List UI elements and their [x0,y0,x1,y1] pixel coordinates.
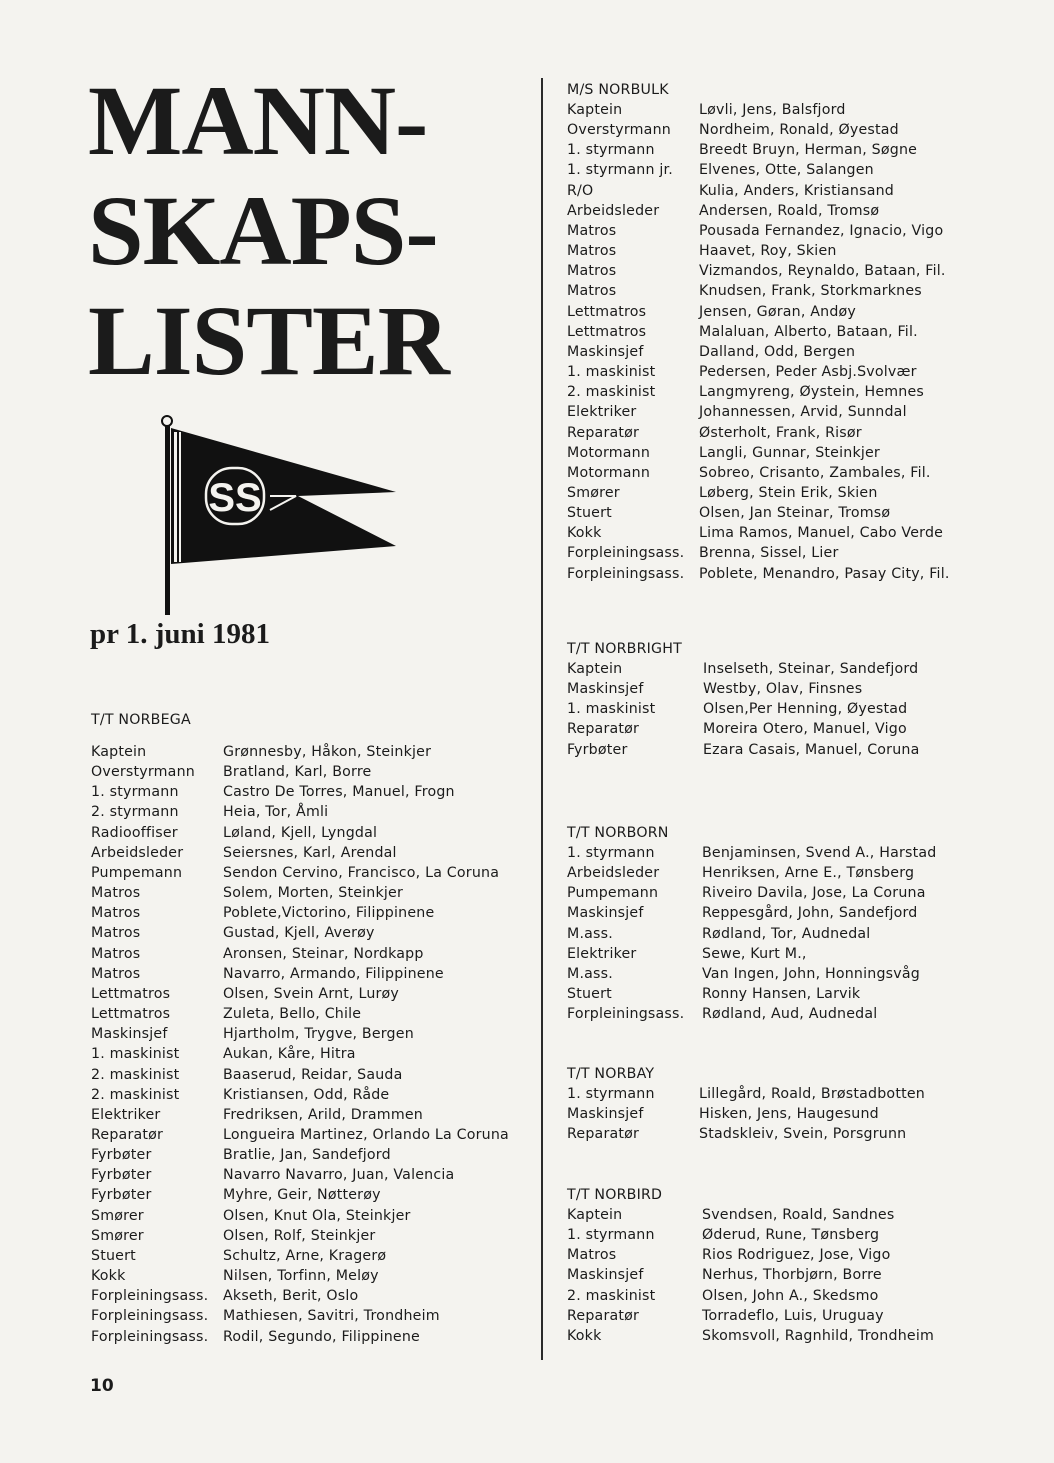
crew-member-name: Rødland, Tor, Audnedal [702,925,871,942]
crew-member-name: Brenna, Sissel, Lier [699,545,839,562]
page-title [88,66,449,396]
company-pennant-flag-icon [160,414,400,624]
crew-member-name: Pedersen, Peder Asbj.Svolvær [699,364,917,381]
crew-role: Smører [91,1207,144,1224]
crew-member-name: Kulia, Anders, Kristiansand [699,182,895,199]
crew-role: Stuert [91,1247,136,1264]
crew-role: 2. maskinist [91,1086,180,1103]
crew-member-name: Mathiesen, Savitri, Trondheim [223,1308,440,1325]
crew-member-name: Sewe, Kurt M., [702,945,807,962]
crew-member-name: Reppesgård, John, Sandefjord [702,905,918,922]
crew-role: Matros [91,925,141,942]
crew-member-name: Langli, Gunnar, Steinkjer [699,444,880,461]
crew-member-name: Olsen, Knut Ola, Steinkjer [223,1207,411,1224]
crew-member-name: Riveiro Davila, Jose, La Coruna [702,885,926,902]
crew-role: Reparatør [567,1126,640,1143]
crew-member-name: Rodil, Segundo, Filippinene [223,1328,420,1345]
crew-member-name: Longueira Martinez, Orlando La Coruna [223,1126,509,1143]
crew-member-name: Olsen,Per Henning, Øyestad [703,701,908,718]
crew-role: 1. styrmann [567,1227,655,1244]
crew-role: Forpleiningsass. [91,1288,209,1305]
crew-member-name: Schultz, Arne, Kragerø [223,1247,387,1264]
crew-member-name: Zuleta, Bello, Chile [223,1006,362,1023]
crew-member-name: Sobreo, Crisanto, Zambales, Fil. [699,464,931,481]
crew-role: Maskinsjef [567,681,644,698]
crew-member-name: Dalland, Odd, Bergen [699,343,856,360]
crew-member-name: Heia, Tor, Åmli [223,804,329,821]
crew-member-name: Baaserud, Reidar, Sauda [223,1066,403,1083]
crew-member-name: Henriksen, Arne E., Tønsberg [702,865,915,882]
crew-member-name: Skomsvoll, Ragnhild, Trondheim [702,1327,934,1344]
crew-member-name: Johannessen, Arvid, Sunndal [699,404,907,421]
crew-role: Reparatør [567,721,640,738]
crew-role: Matros [91,965,141,982]
crew-member-name: Jensen, Gøran, Andøy [699,303,857,320]
crew-role: Pumpemann [567,885,659,902]
crew-role: Matros [91,905,141,922]
crew-member-name: Rødland, Aud, Audnedal [702,1006,878,1023]
crew-member-name: Olsen, John A., Skedsmo [702,1287,879,1304]
crew-role: Kaptein [91,744,147,760]
crew-role: 1. styrmann [567,845,655,861]
crew-member-name: Navarro Navarro, Juan, Valencia [223,1167,455,1184]
crew-role: Arbeidsleder [567,865,660,882]
crew-member-name: Gustad, Kjell, Averøy [223,925,375,942]
crew-role: Matros [567,222,617,239]
crew-role: Reparatør [567,1307,640,1324]
crew-role: Kaptein [567,1207,623,1223]
crew-role: Lettmatros [91,985,171,1002]
crew-role: 1. maskinist [91,1046,180,1063]
crew-role: Lettmatros [567,303,647,320]
crew-member-name: Castro De Torres, Manuel, Frogn [223,784,455,801]
crew-role: R/O [567,182,594,199]
crew-role: Smører [91,1227,144,1244]
title-line: SKAPS- [88,175,438,286]
crew-member-name: Myhre, Geir, Nøtterøy [223,1187,381,1204]
crew-member-name: Haavet, Roy, Skien [699,243,837,260]
crew-role: Matros [567,243,617,260]
crew-member-name: Elvenes, Otte, Salangen [699,162,874,179]
crew-role: 1. styrmann [567,1086,655,1102]
crew-role: 2. maskinist [91,1066,180,1083]
crew-role: 1. styrmann [567,142,655,159]
crew-member-name: Olsen, Svein Arnt, Lurøy [223,985,400,1002]
crew-member-name: Hjartholm, Trygve, Bergen [223,1026,414,1043]
crew-role: Kaptein [567,661,623,677]
ship-heading: T/T NORBRIGHT [567,641,682,657]
crew-member-name: Nordheim, Ronald, Øyestad [699,122,899,139]
crew-member-name: Aronsen, Steinar, Nordkapp [223,945,424,962]
column-divider [541,78,543,1360]
crew-role: Lettmatros [567,323,647,340]
crew-member-name: Øderud, Rune, Tønsberg [702,1227,880,1244]
crew-member-name: Hisken, Jens, Haugesund [699,1106,879,1123]
crew-member-name: Vizmandos, Reynaldo, Bataan, Fil. [699,263,946,280]
page-number: 10 [90,1376,114,1396]
crew-member-name: Sendon Cervino, Francisco, La Coruna [223,864,500,881]
crew-role: Matros [91,885,141,902]
flag-emblem: SS [208,476,262,520]
crew-member-name: Breedt Bruyn, Herman, Søgne [699,142,918,159]
crew-member-name: Navarro, Armando, Filippinene [223,965,444,982]
crew-role: Maskinsjef [567,1106,644,1123]
crew-role: 1. maskinist [567,701,656,718]
crew-role: Matros [567,263,617,280]
crew-role: Forpleiningsass. [567,565,685,582]
crew-role: 1. styrmann [91,784,179,801]
crew-role: Fyrbøter [91,1147,152,1164]
crew-member-name: Van Ingen, John, Honningsvåg [702,965,920,982]
crew-role: Matros [567,283,617,300]
crew-member-name: Moreira Otero, Manuel, Vigo [703,721,907,738]
crew-role: Elektriker [567,404,637,421]
crew-member-name: Løvli, Jens, Balsfjord [699,102,846,118]
ship-heading: M/S NORBULK [567,82,669,98]
crew-role: Fyrbøter [567,741,628,758]
crew-role: Elektriker [91,1106,161,1123]
crew-role: Fyrbøter [91,1167,152,1184]
crew-member-name: Westby, Olav, Finsnes [703,681,863,698]
crew-role: 1. maskinist [567,364,656,381]
crew-role: Motormann [567,464,651,481]
crew-member-name: Lillegård, Roald, Brøstadbotten [699,1086,925,1102]
crew-role: Reparatør [567,424,640,441]
crew-role: Radiooffiser [91,824,178,841]
crew-role: 2. maskinist [567,1287,656,1304]
crew-member-name: Akseth, Berit, Oslo [223,1288,359,1305]
crew-role: Matros [91,945,141,962]
crew-role: Maskinsjef [567,905,644,922]
crew-role: Elektriker [567,945,637,962]
crew-member-name: Seiersnes, Karl, Arendal [223,844,397,861]
crew-member-name: Inselseth, Steinar, Sandefjord [703,661,919,677]
crew-role: Kokk [91,1268,126,1285]
crew-role: Matros [567,1247,617,1264]
crew-role: Forpleiningsass. [91,1328,209,1345]
crew-role: Kokk [567,525,602,542]
crew-member-name: Pousada Fernandez, Ignacio, Vigo [699,222,944,239]
crew-member-name: Solem, Morten, Steinkjer [223,885,404,902]
crew-member-name: Bratland, Karl, Borre [223,764,372,781]
crew-role: Arbeidsleder [91,844,184,861]
crew-member-name: Nilsen, Torfinn, Meløy [223,1268,379,1285]
crew-role: Motormann [567,444,651,461]
crew-member-name: Torradeflo, Luis, Uruguay [702,1307,884,1324]
crew-role: Kaptein [567,102,623,118]
crew-role: 2. styrmann [91,804,179,821]
crew-member-name: Bratlie, Jan, Sandefjord [223,1147,391,1164]
crew-member-name: Poblete,Victorino, Filippinene [223,905,435,922]
crew-member-name: Østerholt, Frank, Risør [699,424,862,441]
crew-role: Overstyrmann [567,122,671,139]
crew-member-name: Fredriksen, Arild, Drammen [223,1106,423,1123]
crew-member-name: Rios Rodriguez, Jose, Vigo [702,1247,891,1264]
crew-member-name: Løland, Kjell, Lyngdal [223,824,378,841]
crew-role: 2. maskinist [567,384,656,401]
crew-member-name: Grønnesby, Håkon, Steinkjer [223,744,432,760]
crew-role: Stuert [567,505,612,522]
crew-member-name: Benjaminsen, Svend A., Harstad [702,845,937,861]
crew-role: Forpleiningsass. [91,1308,209,1325]
crew-member-name: Stadskleiv, Svein, Porsgrunn [699,1126,907,1143]
crew-member-name: Aukan, Kåre, Hitra [223,1046,356,1063]
ship-heading: T/T NORBORN [567,825,669,841]
crew-member-name: Løberg, Stein Erik, Skien [699,484,878,501]
crew-member-name: Andersen, Roald, Tromsø [699,202,880,219]
crew-role: 1. styrmann jr. [567,162,673,179]
crew-member-name: Malaluan, Alberto, Bataan, Fil. [699,323,918,340]
crew-role: Reparatør [91,1126,164,1143]
crew-role: Kokk [567,1327,602,1344]
crew-role: M.ass. [567,965,613,982]
date-line: pr 1. juni 1981 [90,618,270,650]
crew-role: Pumpemann [91,864,183,881]
crew-member-name: Poblete, Menandro, Pasay City, Fil. [699,565,950,582]
crew-role: Forpleiningsass. [567,545,685,562]
crew-role: Arbeidsleder [567,202,660,219]
ship-heading: T/T NORBAY [567,1066,655,1082]
crew-member-name: Svendsen, Roald, Sandnes [702,1207,895,1223]
ship-heading: T/T NORBIRD [567,1187,663,1203]
crew-member-name: Lima Ramos, Manuel, Cabo Verde [699,525,944,542]
crew-member-name: Olsen, Rolf, Steinkjer [223,1227,376,1244]
crew-role: Maskinsjef [567,343,644,360]
crew-role: Maskinsjef [567,1267,644,1284]
crew-member-name: Ezara Casais, Manuel, Coruna [703,741,920,758]
crew-member-name: Nerhus, Thorbjørn, Borre [702,1267,882,1284]
crew-role: Lettmatros [91,1006,171,1023]
crew-role: Forpleiningsass. [567,1006,685,1023]
title-line: MANN- [88,65,428,176]
crew-role: Fyrbøter [91,1187,152,1204]
crew-role: Maskinsjef [91,1026,168,1043]
title-line: LISTER [88,285,449,396]
crew-role: Overstyrmann [91,764,195,781]
crew-member-name: Ronny Hansen, Larvik [702,986,861,1003]
crew-member-name: Olsen, Jan Steinar, Tromsø [699,505,891,522]
crew-member-name: Knudsen, Frank, Storkmarknes [699,283,922,300]
crew-role: Smører [567,484,620,501]
crew-member-name: Kristiansen, Odd, Råde [223,1086,390,1103]
crew-member-name: Langmyreng, Øystein, Hemnes [699,384,925,401]
crew-role: Stuert [567,986,612,1003]
crew-role: M.ass. [567,925,613,942]
ship-heading: T/T NORBEGA [91,712,191,728]
